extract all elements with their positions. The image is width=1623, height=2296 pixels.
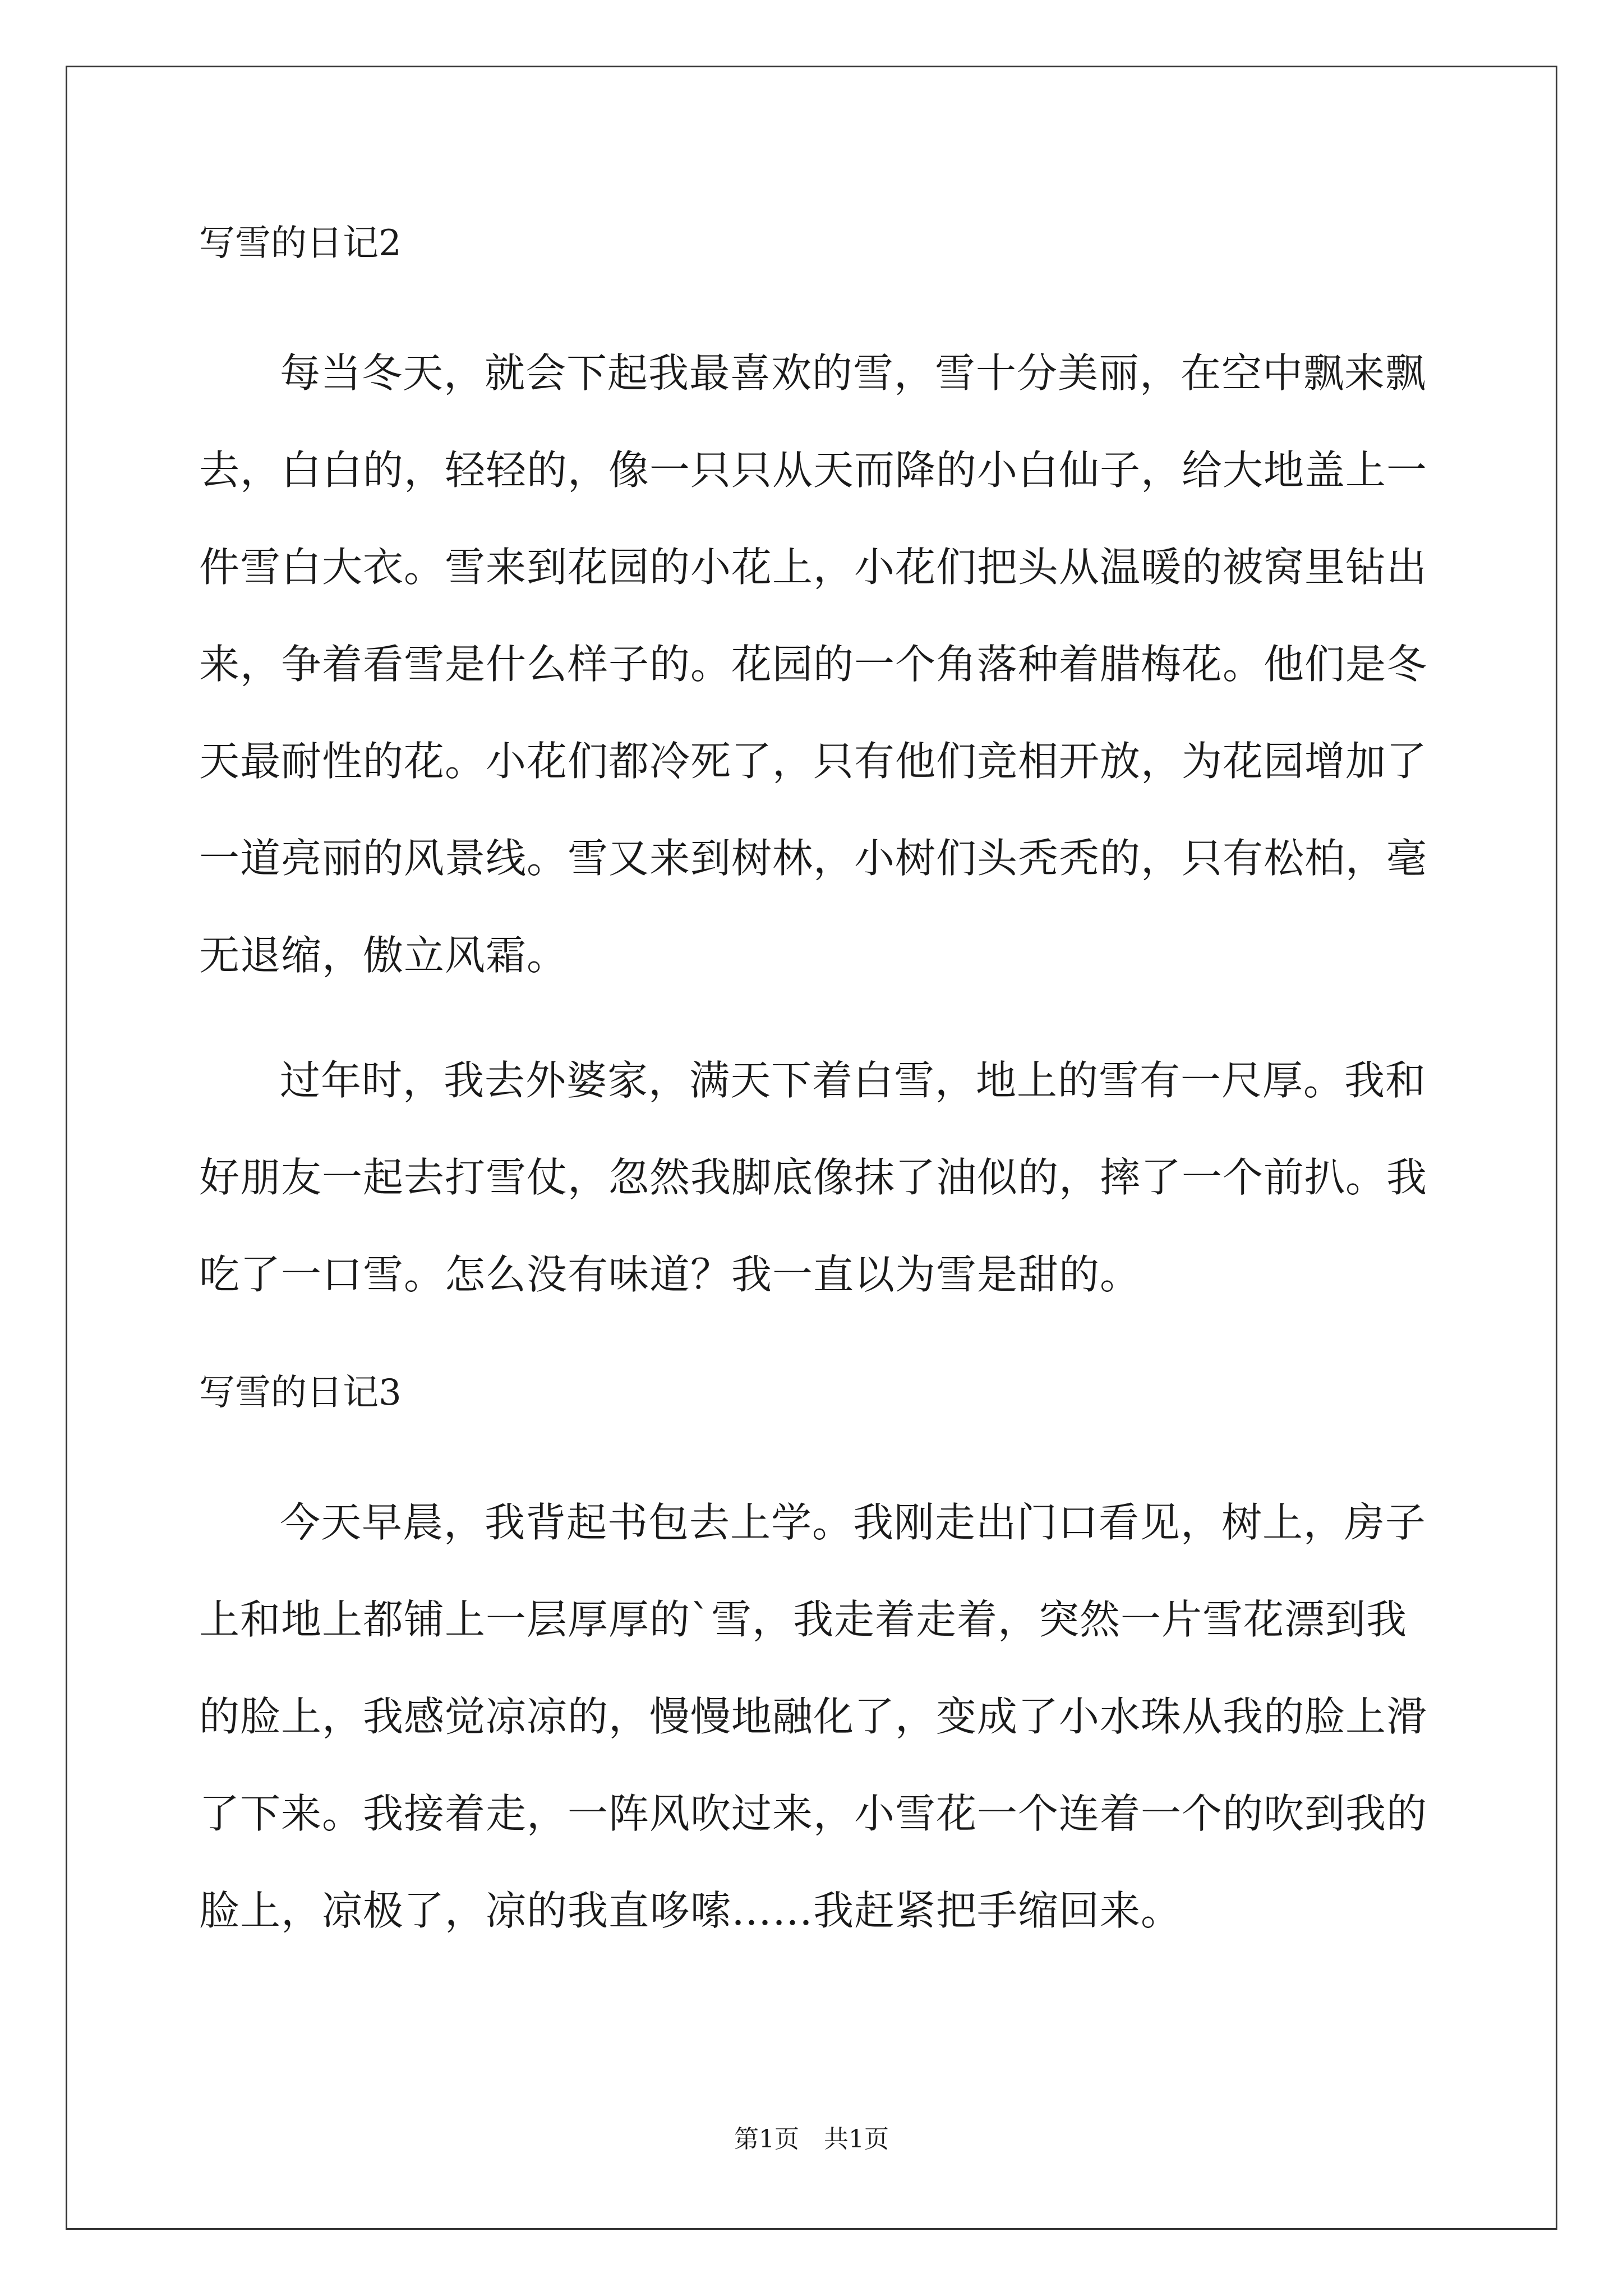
paragraph: 过年时，我去外婆家，满天下着白雪，地上的雪有一尺厚。我和好朋友一起去打雪仗，忽然我脚底像抹了油似的，摔了一个前扒。我吃了一口雪。怎么没有味道？我一直以为雪是甜的。 [199, 1057, 1428, 1298]
section-heading: 写雪的日记3 [199, 1372, 402, 1414]
page-number: 第1页 共1页 [734, 2125, 889, 2154]
paragraph: 每当冬天，就会下起我最喜欢的雪，雪十分美丽，在空中飘来飘去，白白的，轻轻的，像一只只从天而降的小白仙子，给大地盖上一件雪白大衣。雪来到花园的小花上，小花们把头从温暖的被窝里钻出来，争着看雪是什么样子的。花园的一个角落种着腊梅花。他们是冬天最耐性的花。小花们都冷死了，只有他们竞相开放，为花园增加了一道亮丽的风景线。雪又来到树林，小树们头秃秃的，只有松柏，毫无退缩，傲立风霜。 [199, 349, 1428, 979]
section-heading: 写雪的日记2 [199, 223, 402, 264]
paragraph: 今天早晨，我背起书包去上学。我刚走出门口看见，树上，房子上和地上都铺上一层厚厚的`雪，我走着走着，突然一片雪花漂到我的脸上，我感觉凉凉的，慢慢地融化了，变成了小水珠从我的脸上滑了下来。我接着走，一阵风吹过来，小雪花一个连着一个的吹到我的脸上，凉极了，凉的我直哆嗦……我赶紧把手缩回来。 [199, 1499, 1428, 1934]
document-body [199, 220, 1433, 1959]
